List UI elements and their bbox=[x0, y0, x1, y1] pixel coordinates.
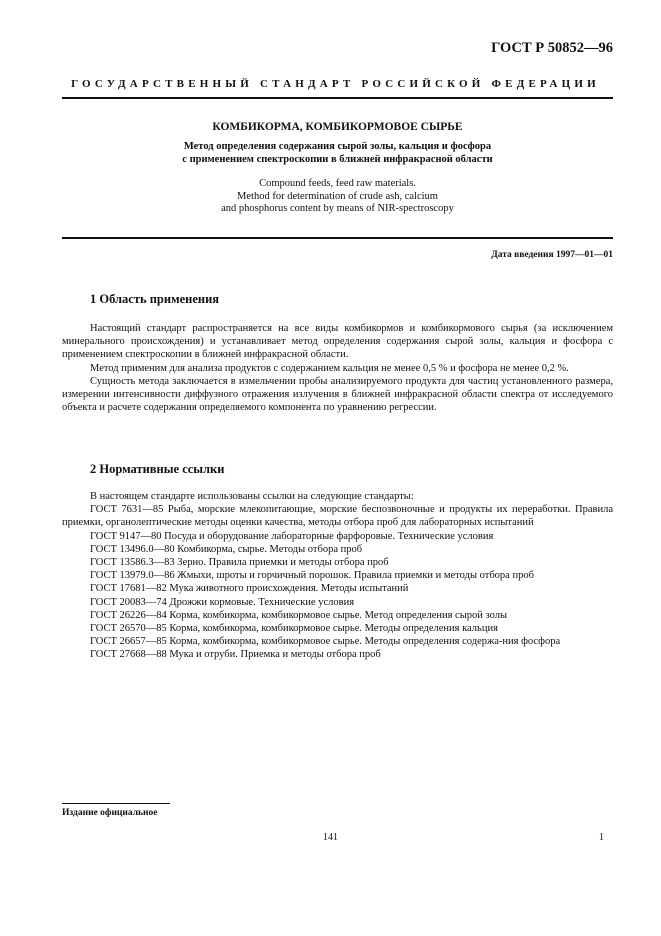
paragraph: Метод применим для анализа продуктов с содержанием кальция не менее 0,5 % и фосфора не менее 0,2 %. bbox=[90, 362, 569, 374]
document-number: ГОСТ Р 50852—96 bbox=[491, 40, 613, 56]
russian-subtitle bbox=[62, 140, 613, 166]
english-subtitle-line: Compound feeds, feed raw materials. bbox=[259, 178, 416, 189]
top-divider bbox=[62, 97, 613, 99]
reference-item: ГОСТ 26226—84 Корма, комбикорма, комбикормовое сырье. Метод определения сырой золы bbox=[90, 609, 508, 621]
section-2-heading: 2 Нормативные ссылки bbox=[90, 462, 225, 476]
paragraph: Сущность метода заключается в измельчении пробы анализируемого продукта для частиц установленного размера, измерении интенсивности диффузного отражения излучения в ближней инфракрасной области спектра от исследуемого объекта и расчете содержания определяемого компонента по уравнению регрессии. bbox=[62, 375, 613, 414]
reference-item: ГОСТ 13979.0—86 Жмыхи, шроты и горчичный порошок. Правила приемки и методы отбора проб bbox=[90, 570, 534, 582]
page-number-center: 141 bbox=[323, 832, 338, 843]
reference-item: ГОСТ 13496.0—80 Комбикорма, сырье. Методы отбора проб bbox=[90, 543, 363, 555]
reference-item: ГОСТ 17681—82 Мука животного происхождения. Методы испытаний bbox=[90, 583, 409, 595]
section-1-heading: 1 Область применения bbox=[90, 292, 220, 306]
reference-item: ГОСТ 7631—85 Рыба, морские млекопитающие, морские беспозвоночные и продукты их переработки. Правила приемки, органолептические методы оценки качества, методы отбора проб для лабораторных испытаний bbox=[62, 504, 613, 529]
reference-item: ГОСТ 9147—80 Посуда и оборудование лабораторные фарфоровые. Технические условия bbox=[90, 530, 494, 542]
english-subtitle-line: Method for determination of crude ash, calcium bbox=[237, 190, 438, 202]
section-1-body bbox=[62, 322, 613, 414]
document-title: КОМБИКОРМА, КОМБИКОРМОВОЕ СЫРЬЕ bbox=[212, 121, 463, 133]
russian-subtitle-line: с применением спектроскопии в ближней инфракрасной области bbox=[182, 154, 493, 165]
reference-item: ГОСТ 26657—85 Корма, комбикорма, комбикормовое сырье. Методы определения содержа-ния фосфора bbox=[90, 636, 561, 648]
references-intro: В настоящем стандарте использованы ссылки на следующие стандарты: bbox=[90, 491, 414, 502]
reference-item: ГОСТ 26570—85 Корма, комбикорма, комбикормовое сырье. Методы определения кальция bbox=[90, 623, 498, 635]
paragraph: Настоящий стандарт распространяется на все виды комбикормов и комбикормового сырья (за исключением минерального происхождения) и устанавливает метод определения содержания сырой золы, кальция и фосфора с применением спектроскопии в ближней инфракрасной области. bbox=[62, 323, 613, 361]
page-number-right: 1 bbox=[599, 832, 604, 843]
state-standard-heading: ГОСУДАРСТВЕННЫЙ СТАНДАРТ РОССИЙСКОЙ ФЕДЕРАЦИИ bbox=[71, 78, 600, 90]
reference-item: ГОСТ 20083—74 Дрожжи кормовые. Технические условия bbox=[90, 596, 355, 608]
reference-item: ГОСТ 13586.3—83 Зерно. Правила приемки и методы отбора проб bbox=[90, 557, 389, 569]
english-subtitle bbox=[62, 178, 613, 216]
footer-divider bbox=[62, 803, 170, 804]
official-edition-label: Издание официальное bbox=[62, 808, 158, 818]
english-subtitle-line: and phosphorus content by means of NIR-spectroscopy bbox=[221, 203, 454, 214]
russian-subtitle-line: Метод определения содержания сырой золы, кальция и фосфора bbox=[183, 141, 492, 152]
reference-item: ГОСТ 27668—88 Мука и отруби. Приемка и методы отбора проб bbox=[90, 649, 381, 661]
title-divider bbox=[62, 237, 613, 239]
normative-references bbox=[62, 490, 613, 662]
introduction-date: Дата введения 1997—01—01 bbox=[491, 250, 613, 260]
